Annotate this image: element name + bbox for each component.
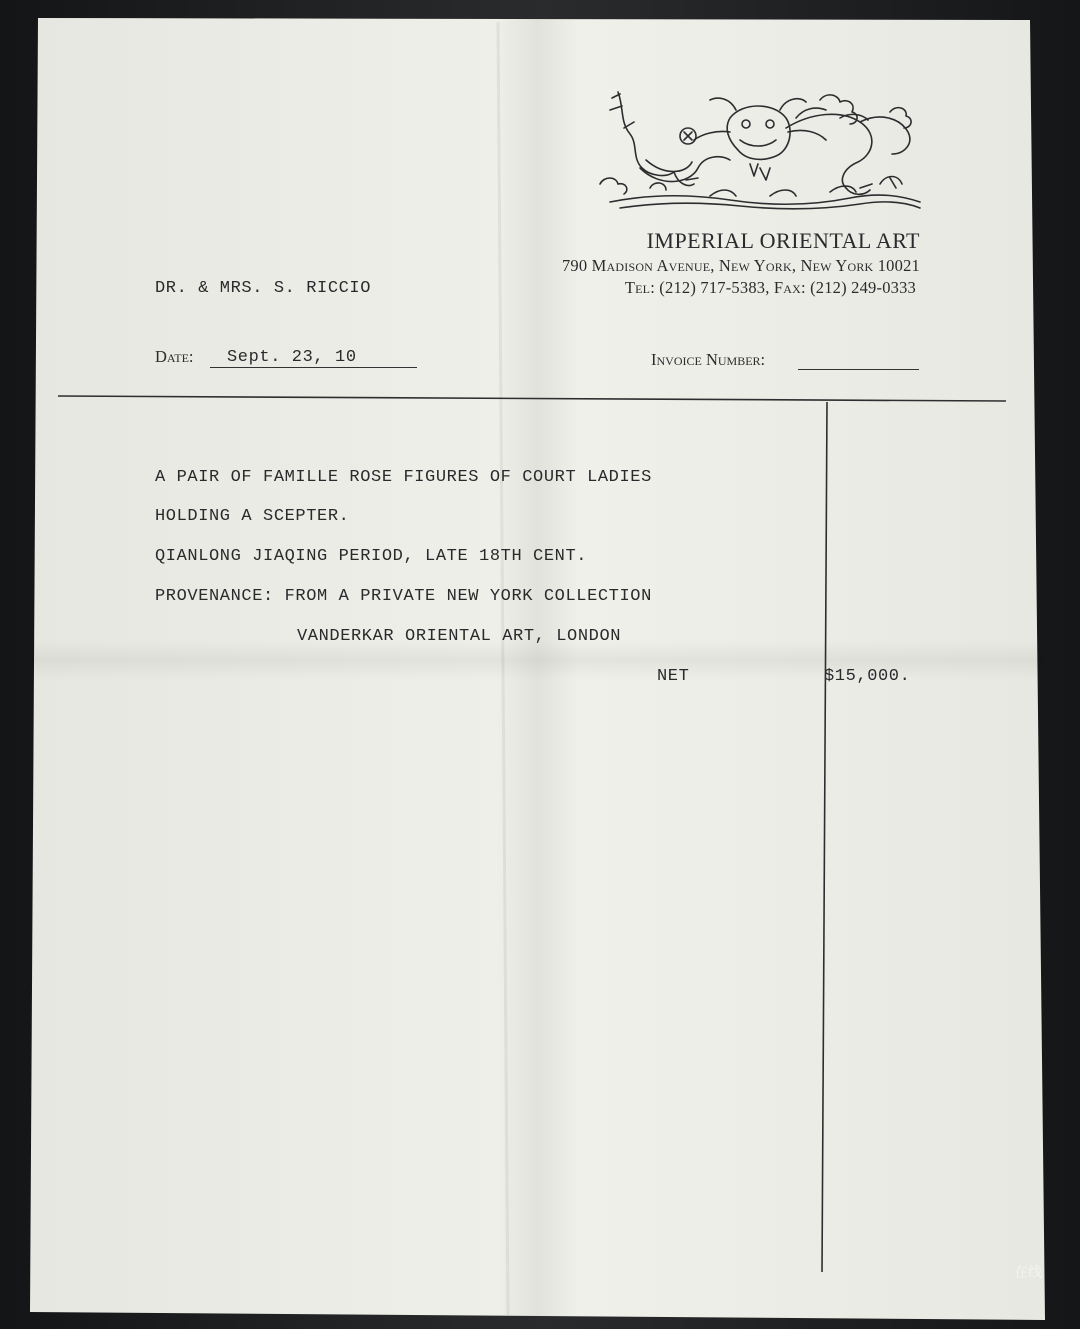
watermark-text: 在线 (1014, 1265, 1042, 1281)
company-address: 790 Madison Avenue, New York, New York 10021 (561, 256, 920, 275)
date-label: Date: (155, 347, 194, 366)
item-provenance-line: PROVENANCE: FROM A PRIVATE NEW YORK COLLECTION (155, 587, 652, 606)
invoice-number-label: Invoice Number: (651, 350, 766, 369)
company-phone-fax: Tel: (212) 717-5383, Fax: (212) 249-0333 (624, 278, 916, 297)
item-description-line: A PAIR OF FAMILLE ROSE FIGURES OF COURT LADIES (155, 468, 652, 487)
company-name: IMPERIAL ORIENTAL ART (646, 228, 920, 253)
net-amount: $15,000. (824, 667, 911, 686)
item-description-line: HOLDING A SCEPTER. (155, 507, 350, 526)
date-underline (210, 367, 417, 368)
invoice-number-field (798, 369, 919, 370)
customer-name: DR. & MRS. S. RICCIO (155, 279, 372, 298)
date-value: Sept. 23, 10 (227, 348, 357, 367)
net-label: NET (657, 667, 690, 686)
item-provenance-line: VANDERKAR ORIENTAL ART, LONDON (297, 627, 622, 646)
item-period-line: QIANLONG JIAQING PERIOD, LATE 18TH CENT. (155, 547, 588, 566)
dragon-logo-icon (590, 88, 924, 214)
